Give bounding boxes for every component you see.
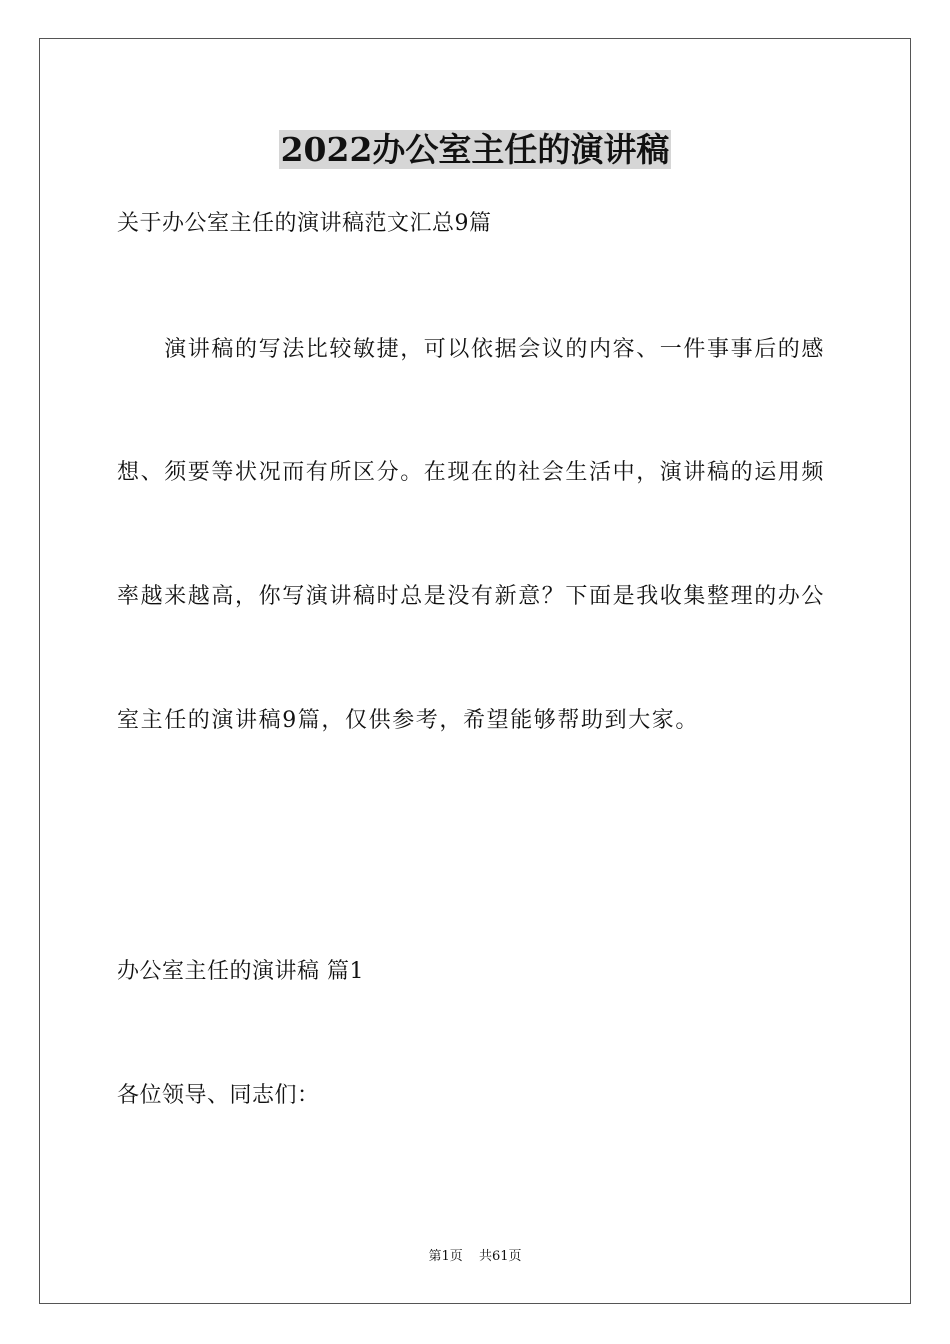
section-heading: 办公室主任的演讲稿 篇1 [117, 959, 364, 984]
document-subtitle: 关于办公室主任的演讲稿范文汇总9篇 [117, 211, 492, 236]
document-title-block [0, 126, 950, 174]
salutation: 各位领导、同志们： [117, 1083, 320, 1108]
page-number: 第1页 [428, 1249, 463, 1264]
document-title: 2022办公室主任的演讲稿 [280, 130, 670, 169]
page-total: 共61页 [478, 1249, 522, 1264]
paragraph-line-3: 率越来越高，你写演讲稿时总是没有新意？下面是我收集整理的办公 [117, 584, 826, 609]
page-footer [0, 1248, 950, 1266]
paragraph-line-1: 演讲稿的写法比较敏捷，可以依据会议的内容、一件事事后的感 [117, 337, 826, 362]
paragraph-line-2: 想、须要等状况而有所区分。在现在的社会生活中，演讲稿的运用频 [117, 460, 826, 485]
paragraph-line-4: 室主任的演讲稿9篇，仅供参考，希望能够帮助到大家。 [117, 708, 699, 733]
